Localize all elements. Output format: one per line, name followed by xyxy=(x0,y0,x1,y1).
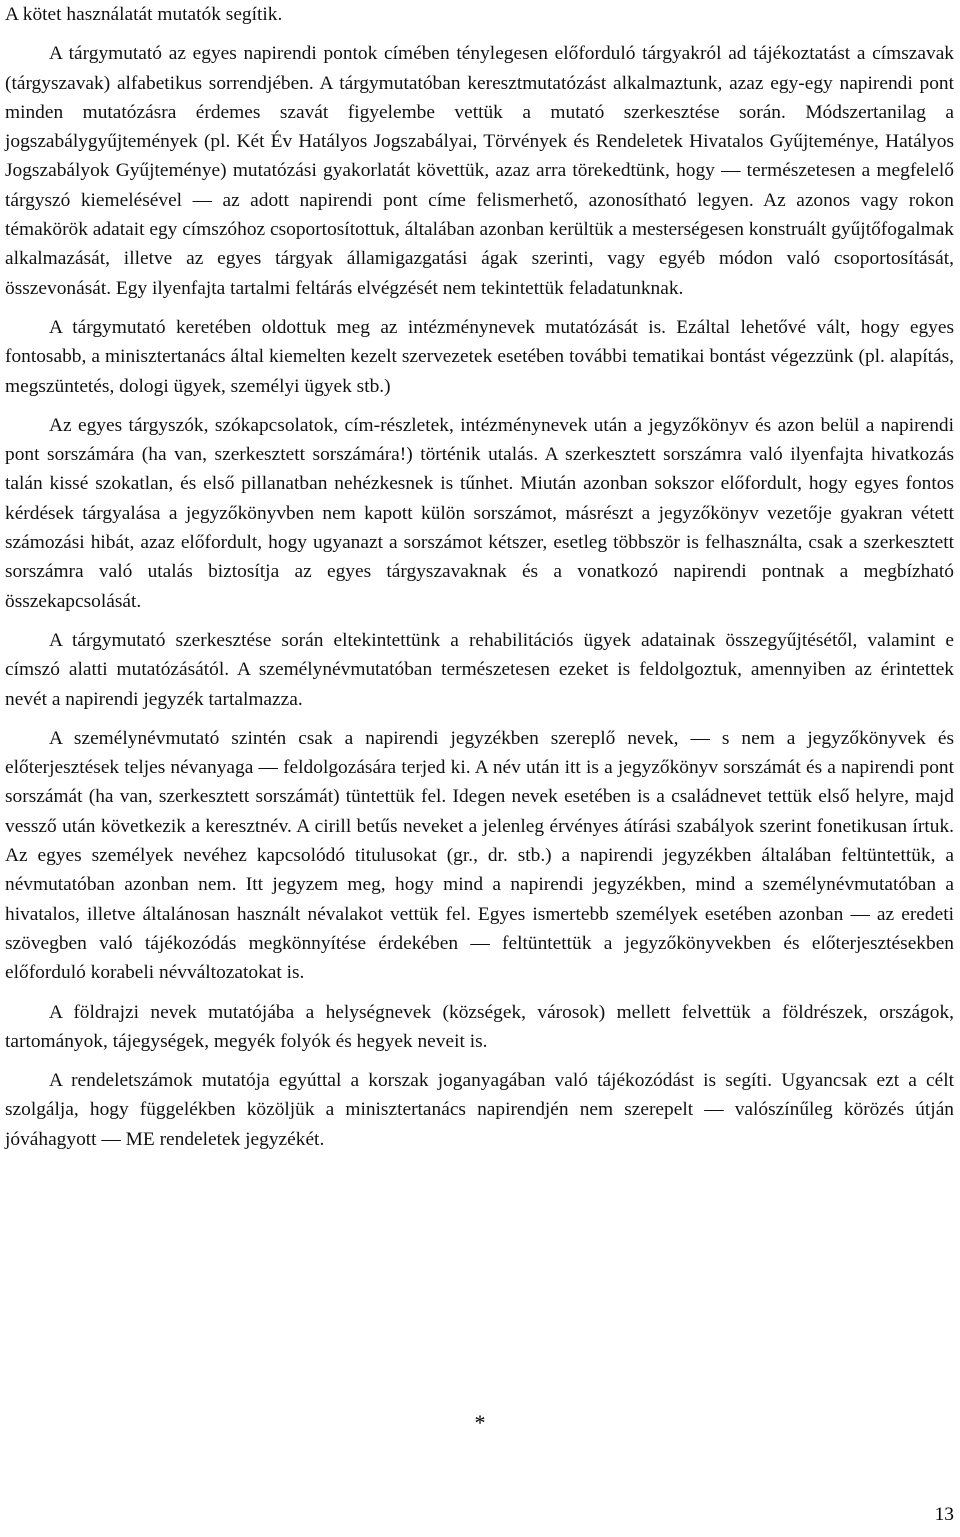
intro-line: A kötet használatát mutatók segítik. xyxy=(5,4,283,25)
page-number: 13 xyxy=(934,1504,954,1525)
section-separator: * xyxy=(474,1410,486,1435)
paragraph-rehabilitation: A tárgymutató szerkesztése során eltekintettünk a rehabilitációs ügyek adatainak összegyűjtésétől, valamint e címszó alatti mutatózásától. A személynévmutatóban természetesen ezeket is feldolgoztuk, amennyiben az érintettek nevét a napirendi jegyzék tartalmazza. xyxy=(5,629,954,710)
paragraph-decree-index: A rendeletszámok mutatója egyúttal a korszak joganyagában való tájékozódást is segíti. Ugyancsak ezt a célt szolgálja, hogy függelékben közöljük a minisztertanács napirendjén nem szerepelt — valószínűleg körözés útján jóváhagyott — ME rendeletek jegyzékét. xyxy=(5,1070,954,1150)
paragraph-reference-numbers: Az egyes tárgyszók, szókapcsolatok, cím-részletek, intézménynevek után a jegyzőkönyv és azon belül a napirendi pont sorszámára (ha van, szerkesztett sorszámára!) történik utalás. A szerkesztett sorszámra való ilyenfajta hivatkozás talán kissé szokatlan, és első pillanatban nehézkesnek is tűnhet. Miután azonban sokszor előfordult, hogy egyes fontos kérdések tárgyalása a jegyzőkönyvben nem kapott külön sorszámot, másrészt a jegyzőkönyv vezetője gyakran vétett számozási hibát, azaz előfordult, hogy ugyanazt a sorszámot kétszer, esetleg többször is felhasználta, csak a szerkesztett sorszámra való utalás biztosítja az egyes tárgyszavaknak és a vonatkozó napirendi pontnak a megbízható összekapcsolását. xyxy=(5,414,954,612)
paragraph-person-index: A személynévmutató szintén csak a napirendi jegyzékben szereplő nevek, — s nem a jegyzőkönyvek és előterjesztések teljes névanyaga — feldolgozására terjed ki. A név után itt is a jegyzőkönyv sorszámát és a napirendi pont sorszámát (ha van, szerkesztett sorszámát) tüntettük fel. Idegen nevek esetében is a családnevet tettük első helyre, majd vessző után következik a keresztnév. A cirill betűs neveket a jelenleg érvényes átírási szabályok szerint fonetikusan írtuk. Az egyes személyek nevéhez kapcsolódó titulusokat (gr., dr. stb.) a napirendi jegyzékben általában feltüntettük, a névmutatóban azonban nem. Itt jegyzem meg, hogy mind a napirendi jegyzékben, mind a személynévmutatóban a hivatalos, illetve általánosan használt névalakot vettük fel. Egyes ismertebb személyek esetében azonban — az eredeti szövegben való tájékozódás megkönnyítése érdekében — feltüntettük a jegyzőkönyvekben és előterjesztésekben előforduló korabeli névváltozatokat is. xyxy=(5,727,954,984)
paragraph-geographic-index: A földrajzi nevek mutatójába a helységnevek (községek, városok) mellett felvettük a földrészek, országok, tartományok, tájegységek, megyék folyók és hegyek neveit is. xyxy=(5,1001,954,1052)
paragraph-subject-index: A tárgymutató az egyes napirendi pontok címében ténylegesen előforduló tárgyakról ad tájékoztatást a címszavak (tárgyszavak) alfabetikus sorrendjében. A tárgymutatóban keresztmutatózást alkalmaztunk, azaz egy-egy napirendi pont minden mutatózásra érdemes szavát figyelembe vettük a mutató szerkesztése során. Módszertanilag a jogszabálygyűjtemények (pl. Két Év Hatályos Jogszabályai, Törvények és Rendeletek Hivatalos Gyűjteménye, Hatályos Jogszabályok Gyűjteménye) mutatózási gyakorlatát követtük, azaz arra törekedtünk, hogy — természetesen a megfelelő tárgyszó kiemelésével — az adott napirendi pont címe felismerhető, azonosítható legyen. Az azonos vagy rokon témakörök adatait egy címszóhoz csoportosítottuk, általában azonban kerültük a mesterségesen konstruált gyűjtőfogalmak alkalmazását, illetve az egyes tárgyak államigazgatási ágak szerinti, vagy egyéb módon való csoportosítását, összevonását. Egy ilyenfajta tartalmi feltárás elvégzését nem tekintettük feladatunknak. xyxy=(5,43,954,299)
paragraph-institution-names: A tárgymutató keretében oldottuk meg az intézménynevek mutatózását is. Ezáltal lehetővé vált, hogy egyes fontosabb, a minisztertanács által kiemelten kezelt szervezetek esetében további tematikai bontást végezzünk (pl. alapítás, megszüntetés, dologi ügyek, személyi ügyek stb.) xyxy=(5,316,954,397)
